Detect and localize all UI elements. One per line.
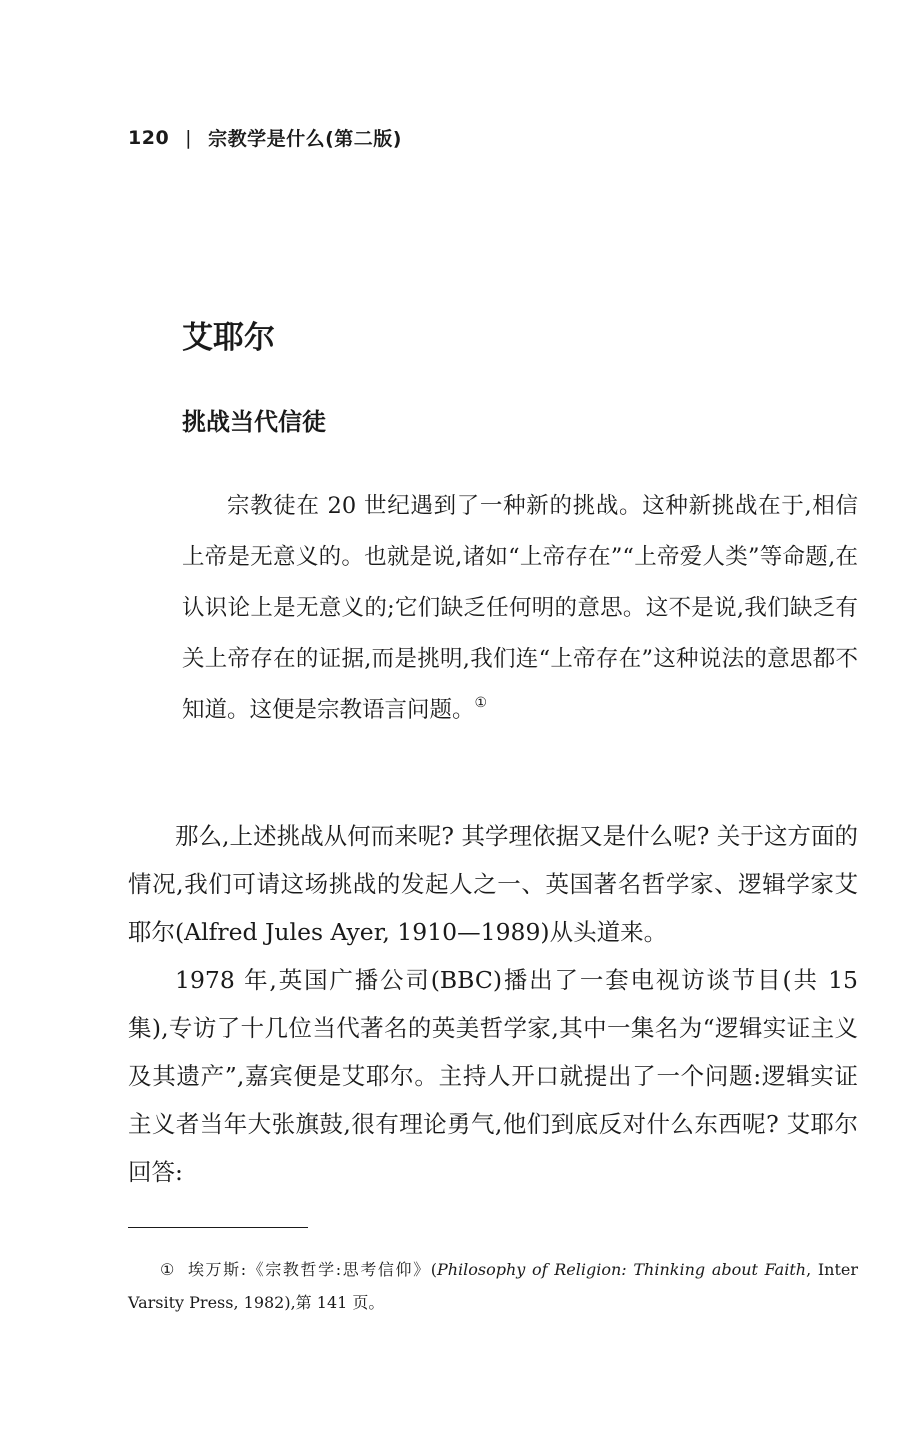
footnote-prefix: 埃万斯:《宗教哲学:思考信仰》( [187, 1260, 437, 1279]
section-title: 挑战当代信徒 [182, 408, 326, 436]
page-number: 120 [128, 126, 170, 149]
body-paragraph: 1978 年,英国广播公司(BBC)播出了一套电视访谈节目(共 15 集),专访了十几位当代著名的英美哲学家,其中一集名为“逻辑实证主义及其遗产”,嘉宾便是艾耶尔。主持人开口就提出了一个问题:逻辑实证主义者当年大张旗鼓,很有理论勇气,他们到底反对什么东西呢? 艾耶尔回答: [128, 966, 858, 1186]
header-separator: | [185, 126, 193, 149]
quote-text: 宗教徒在 20 世纪遇到了一种新的挑战。这种新挑战在于,相信上帝是无意义的。也就是说,诸如“上帝存在”“上帝爱人类”等命题,在认识论上是无意义的;它们缺乏任何明的意思。这不是说,我们缺乏有关上帝存在的证据,而是挑明,我们连“上帝存在”这种说法的意思都不知道。这便是宗教语言问题。 [182, 493, 858, 723]
running-header [128, 124, 402, 151]
body-paragraph: 那么,上述挑战从何而来呢? 其学理依据又是什么呢? 关于这方面的情况,我们可请这场挑战的发起人之一、英国著名哲学家、逻辑学家艾耶尔(Alfred Jules Ayer, 1910—1989)从头道来。 [128, 822, 858, 946]
footnote-suffix: , Inter Varsity Press, 1982),第 141 页。 [128, 1260, 859, 1312]
footnote-reference: ① [474, 695, 488, 711]
footnote-marker: ① [160, 1260, 176, 1279]
book-title: 宗教学是什么(第二版) [208, 128, 402, 150]
footnote [128, 1253, 858, 1319]
block-quote [182, 481, 858, 736]
chapter-title: 艾耶尔 [182, 320, 275, 356]
footnote-divider [128, 1227, 308, 1228]
footnote-italic-title: Philosophy of Religion: Thinking about Faith [436, 1260, 807, 1279]
